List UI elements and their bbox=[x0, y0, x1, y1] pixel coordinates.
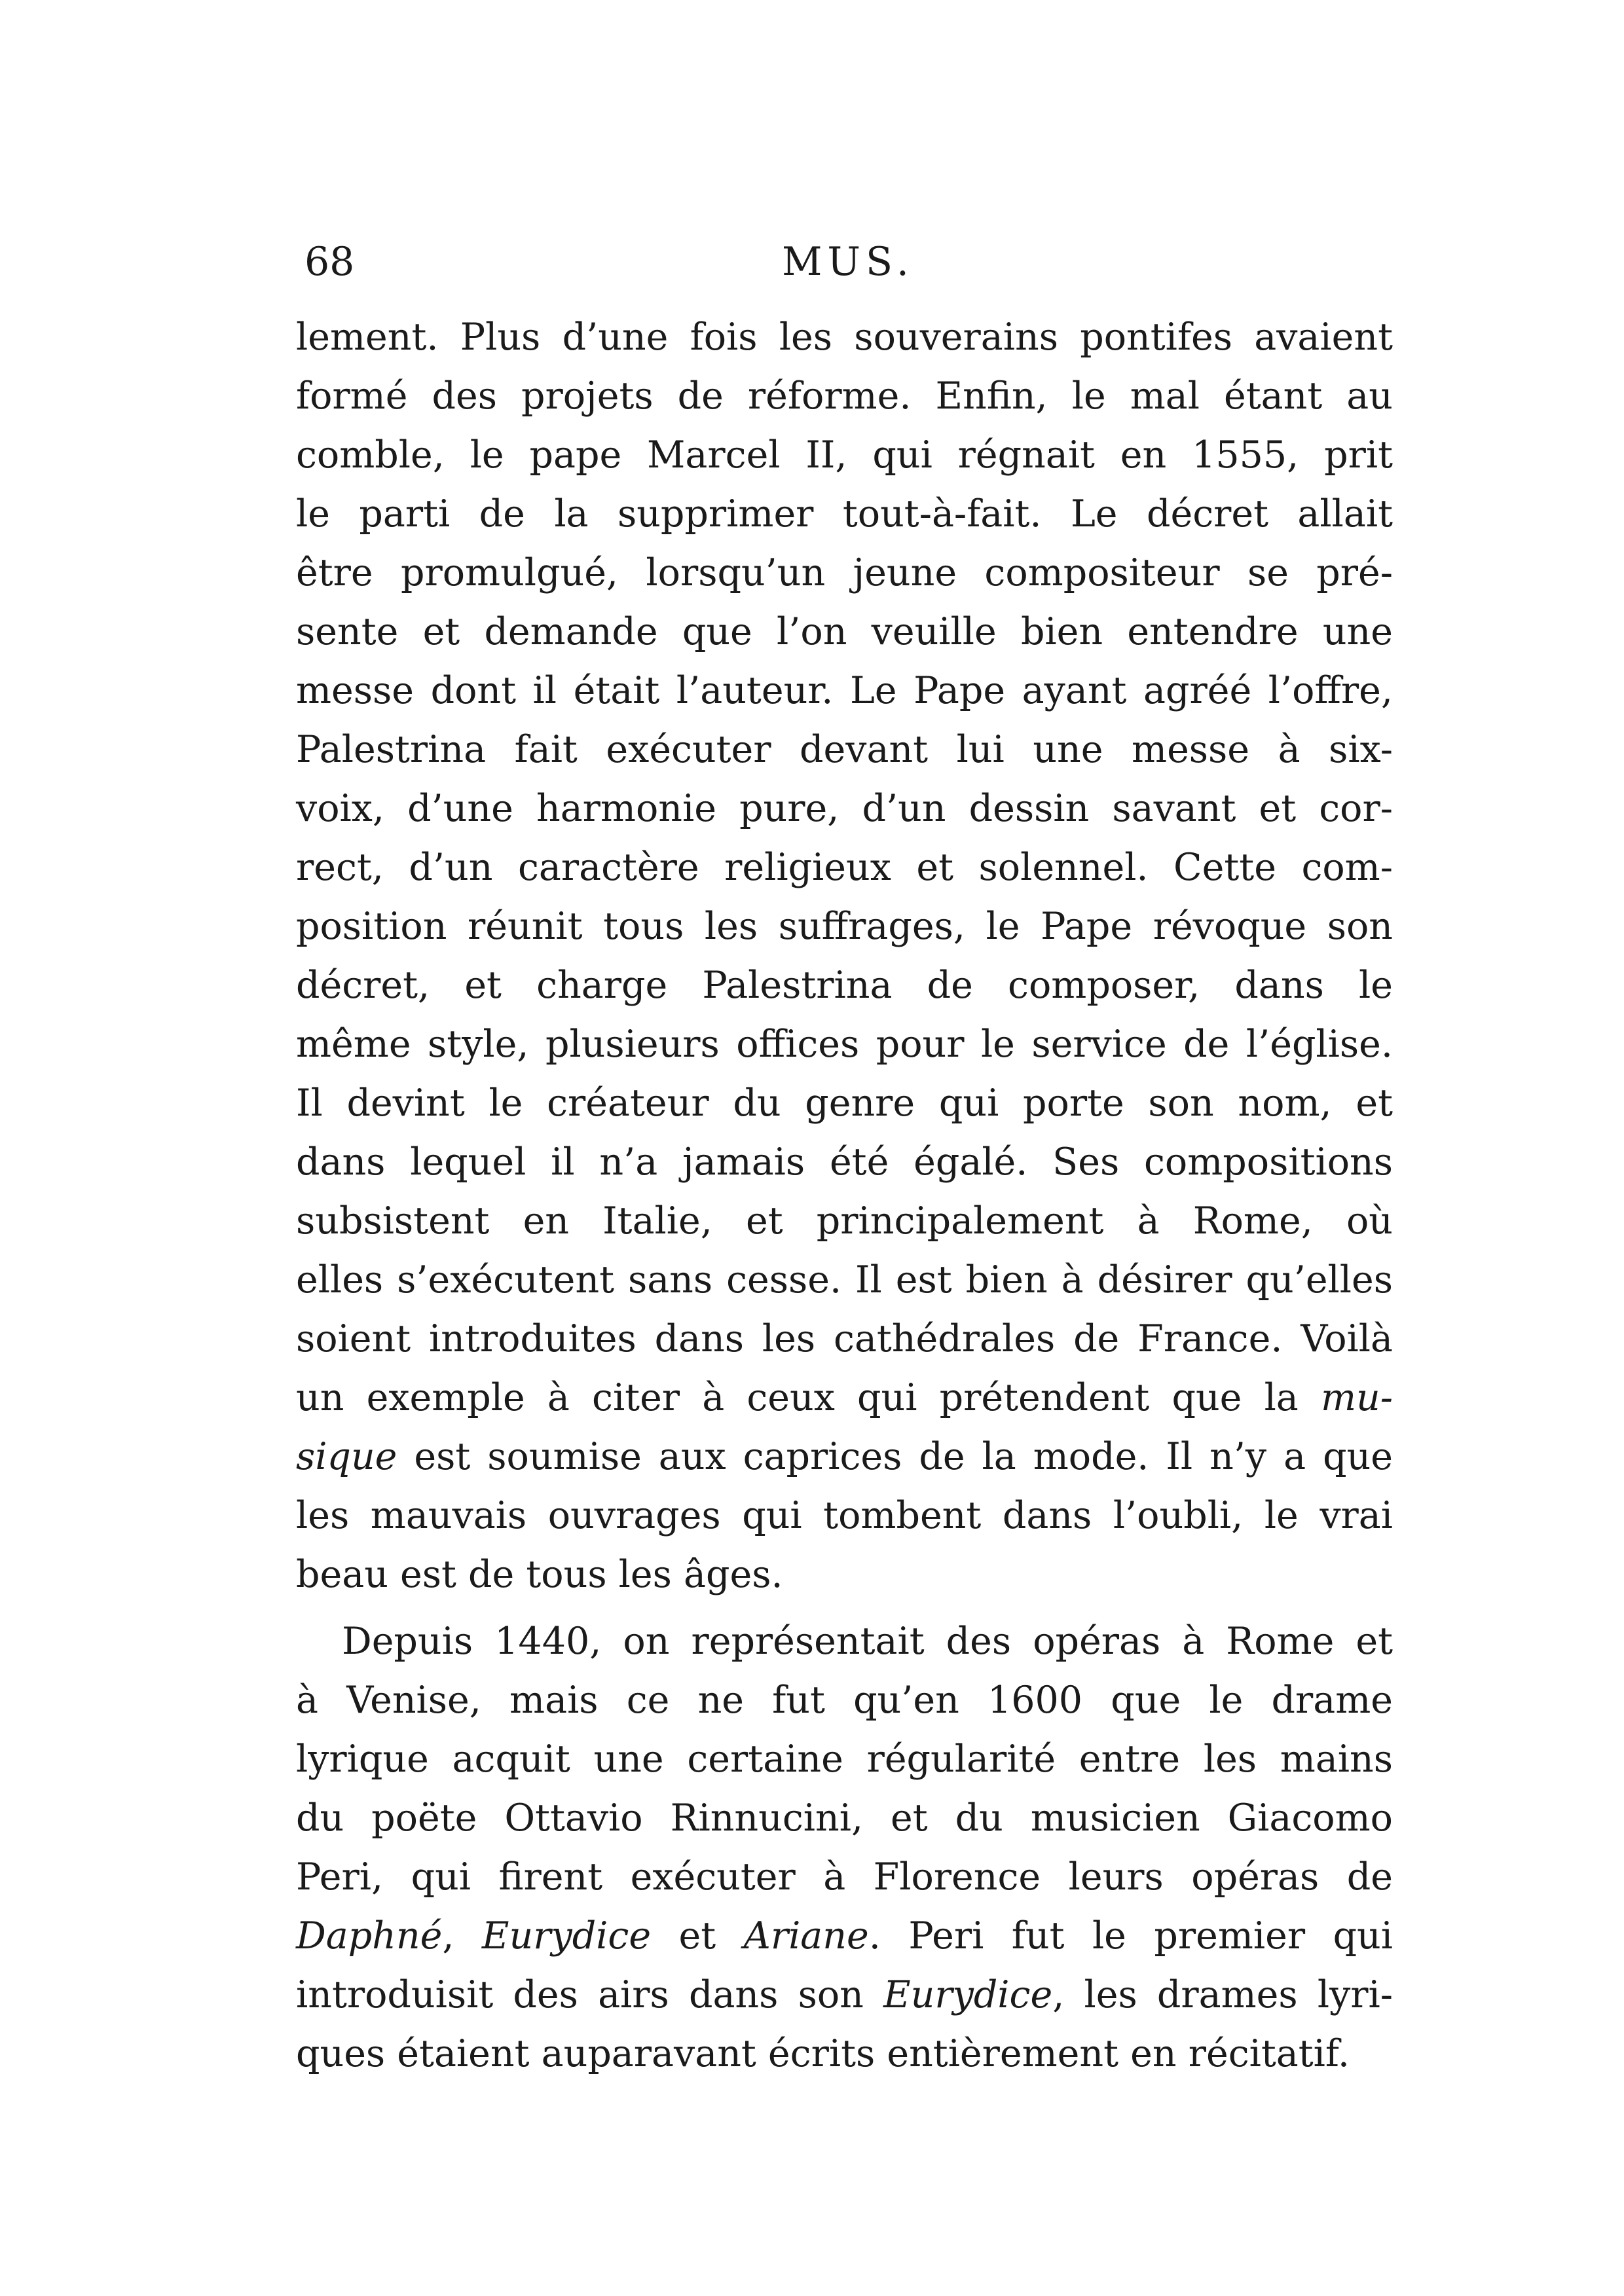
text-segment: lement. Plus d’une fois les souverains pontifes avaient bbox=[296, 316, 1393, 359]
text-segment: Palestrina fait exécuter devant lui une messe à six- bbox=[296, 728, 1393, 771]
page-number: 68 bbox=[304, 239, 355, 285]
text-line bbox=[296, 1074, 1393, 1133]
text-segment: ques étaient auparavant écrits entièrement en récitatif. bbox=[296, 2032, 1350, 2075]
text-segment: être promulgué, lorsqu’un jeune compositeur se pré- bbox=[296, 551, 1393, 594]
text-segment: les mauvais ouvrages qui tombent dans l’oubli, le vrai bbox=[296, 1494, 1393, 1537]
text-segment: formé des projets de réforme. Enfin, le mal étant au bbox=[296, 374, 1393, 418]
text-segment: beau est de tous les âges. bbox=[296, 1553, 783, 1596]
text-segment: et bbox=[651, 1914, 744, 1958]
text-segment: voix, d’une harmonie pure, d’un dessin savant et cor- bbox=[296, 787, 1393, 830]
text-segment: messe dont il était l’auteur. Le Pape ayant agréé l’offre, bbox=[296, 669, 1393, 712]
text-line bbox=[296, 1848, 1393, 1906]
text-segment: dans lequel il n’a jamais été égalé. Ses compositions bbox=[296, 1140, 1393, 1184]
text-segment: . Peri fut le premier qui bbox=[868, 1914, 1393, 1958]
text-line bbox=[296, 838, 1393, 897]
section-title: MUS. bbox=[781, 239, 915, 285]
text-line bbox=[296, 1015, 1393, 1074]
text-segment: introduisit des airs dans son bbox=[296, 1973, 884, 2016]
text-line bbox=[296, 367, 1393, 426]
text-segment: lyrique acquit une certaine régularité entre les mains bbox=[296, 1738, 1393, 1781]
text-line bbox=[296, 1965, 1393, 2024]
text-segment: du poëte Ottavio Rinnucini, et du musicien Giacomo bbox=[296, 1796, 1393, 1840]
text-line bbox=[296, 484, 1393, 543]
text-line bbox=[296, 1368, 1393, 1427]
paragraph-gap bbox=[296, 1604, 1393, 1612]
text-segment: même style, plusieurs offices pour le service de l’église. bbox=[296, 1023, 1393, 1066]
text-segment: Peri, qui firent exécuter à Florence leurs opéras de bbox=[296, 1855, 1393, 1899]
body-text bbox=[296, 308, 1393, 2083]
paragraph bbox=[296, 1612, 1393, 2083]
paragraph bbox=[296, 308, 1393, 1604]
text-segment: rect, d’un caractère religieux et solennel. Cette com- bbox=[296, 846, 1393, 889]
text-line bbox=[296, 897, 1393, 956]
text-line bbox=[296, 308, 1393, 367]
text-line bbox=[296, 720, 1393, 779]
text-segment: subsistent en Italie, et principalement à Rome, où bbox=[296, 1199, 1393, 1243]
text-line bbox=[296, 1730, 1393, 1789]
italic-text: mu- bbox=[1320, 1376, 1393, 1419]
text-segment: est soumise aux caprices de la mode. Il n’y a que bbox=[397, 1435, 1393, 1478]
text-line bbox=[296, 1427, 1393, 1486]
text-line bbox=[296, 779, 1393, 838]
text-line bbox=[296, 1133, 1393, 1192]
text-line bbox=[296, 1486, 1393, 1545]
text-line bbox=[296, 1671, 1393, 1730]
text-line bbox=[296, 2024, 1393, 2083]
italic-text: Daphné bbox=[296, 1914, 443, 1958]
text-line bbox=[296, 1789, 1393, 1848]
text-line bbox=[296, 1612, 1393, 1671]
text-segment: soient introduites dans les cathédrales de France. Voilà bbox=[296, 1317, 1393, 1360]
text-segment: , bbox=[442, 1914, 482, 1958]
italic-text: Eurydice bbox=[883, 1973, 1053, 2016]
text-line bbox=[296, 426, 1393, 484]
text-line bbox=[296, 1250, 1393, 1309]
text-segment: Depuis 1440, on représentait des opéras à Rome et bbox=[342, 1620, 1393, 1663]
text-segment: position réunit tous les suffrages, le Pape révoque son bbox=[296, 905, 1393, 948]
text-line bbox=[296, 956, 1393, 1015]
text-line bbox=[296, 1906, 1393, 1965]
text-line bbox=[296, 543, 1393, 602]
text-line bbox=[296, 602, 1393, 661]
text-line bbox=[296, 1192, 1393, 1250]
text-segment: , les drames lyri- bbox=[1052, 1973, 1393, 2016]
text-segment: à Venise, mais ce ne fut qu’en 1600 que le drame bbox=[296, 1679, 1393, 1722]
text-segment: sente et demande que l’on veuille bien entendre une bbox=[296, 610, 1393, 653]
italic-text: sique bbox=[296, 1435, 397, 1478]
text-line bbox=[296, 661, 1393, 720]
text-segment: Il devint le créateur du genre qui porte son nom, et bbox=[296, 1082, 1393, 1125]
text-segment: un exemple à citer à ceux qui prétendent que la bbox=[296, 1376, 1321, 1419]
text-segment: décret, et charge Palestrina de composer, dans le bbox=[296, 964, 1393, 1007]
text-line bbox=[296, 1545, 1393, 1604]
text-line bbox=[296, 1309, 1393, 1368]
text-segment: comble, le pape Marcel II, qui régnait en 1555, prit bbox=[296, 433, 1393, 477]
italic-text: Eurydice bbox=[481, 1914, 652, 1958]
text-segment: elles s’exécutent sans cesse. Il est bien à désirer qu’elles bbox=[296, 1258, 1393, 1302]
italic-text: Ariane bbox=[743, 1914, 869, 1958]
running-head bbox=[304, 232, 1392, 291]
text-segment: le parti de la supprimer tout-à-fait. Le décret allait bbox=[296, 492, 1393, 536]
